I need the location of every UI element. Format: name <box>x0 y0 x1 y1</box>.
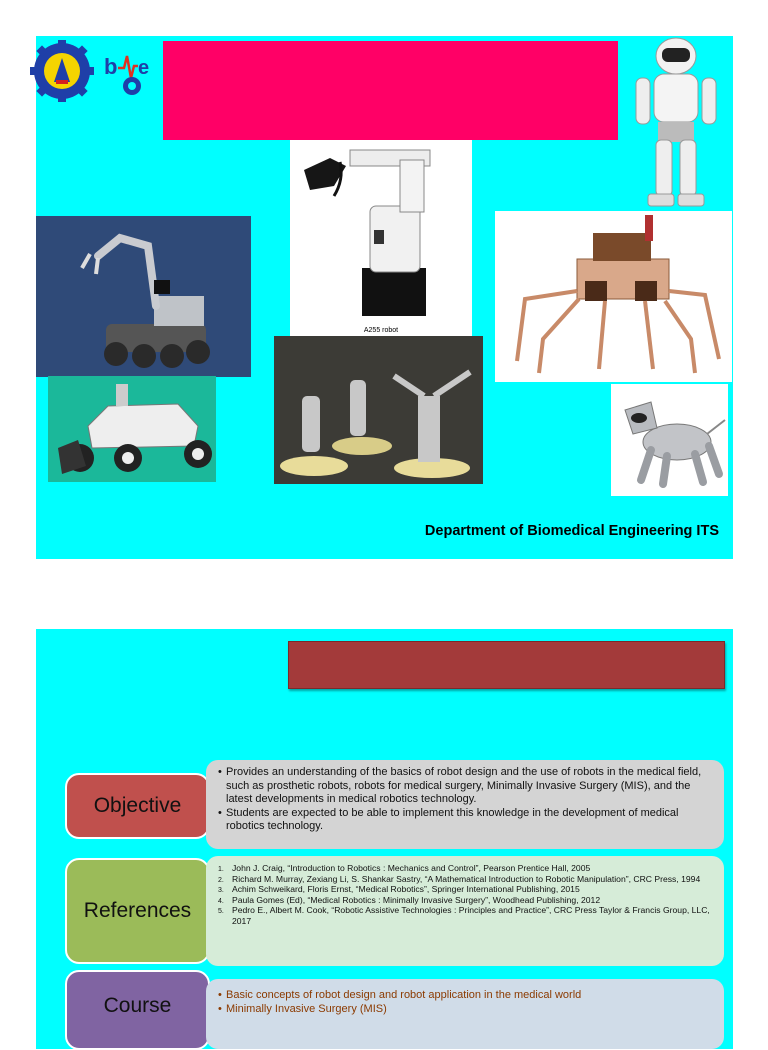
department-name: Department of Biomedical Engineering ITS <box>424 523 719 539</box>
bme-logo <box>104 46 156 98</box>
objective-item: • Provides an understanding of the basics of robot design and the use of robots in the medical field, such as prosthetic robots, robots for medical surgery, Minimally Invasive Surgery (MIS), and the latest developments in medical robotics technology. <box>218 766 714 807</box>
cover-title-bar <box>163 41 628 140</box>
course-title-bar <box>288 641 725 689</box>
reference-item: 3. Achim Schweikard, Floris Ernst, “Medical Robotics”, Springer International Publishing, 2015 <box>218 884 580 894</box>
reference-item: 4. Paula Gomes (Ed), “Medical Robotics : Minimally Invasive Surgery”, Woodhead Publishing, 2012 <box>218 894 601 905</box>
reference-item: 2. Richard M. Murray, Zexiang Li, S. Shankar Sastry, “A Mathematical Introduction to Robotic Manipulation”, CRC Press, 1994 <box>218 873 701 884</box>
objective-label: Objective <box>65 773 210 839</box>
reference-item: 1. John J. Craig, “Introduction to Robotics : Mechanics and Control”, Pearson Prentice Hall, 2005 <box>218 863 591 873</box>
its-seal-logo <box>30 40 94 102</box>
references-box <box>206 856 724 966</box>
course-item: • Basic concepts of robot design and robot application in the medical world <box>218 988 714 1002</box>
slide-course-info <box>36 629 733 1049</box>
a255-robot-arm-image <box>290 140 472 336</box>
rover-robot-image <box>48 376 216 482</box>
hexapod-robot-image <box>495 211 732 382</box>
objective-item: • Students are expected to be able to implement this knowledge in the development of medical robotics technology. <box>218 807 714 834</box>
slide-cover <box>36 36 733 559</box>
svg-text:e: e <box>138 57 150 79</box>
course-box <box>206 979 724 1049</box>
robot-dog-image <box>611 384 728 496</box>
reference-item: 5. Pedro E., Albert M. Cook, “Robotic Assistive Technologies : Principles and Practice”, CRC Press Taylor & Francis Group, LLC, 2017 <box>218 905 710 926</box>
objective-box <box>206 760 724 849</box>
mobile-manipulator-image <box>36 216 251 377</box>
references-label: References <box>65 858 210 964</box>
course-item: • Minimally Invasive Surgery (MIS) <box>218 1002 714 1016</box>
a255-robot-caption: A255 robot <box>363 327 399 334</box>
course-label: Course <box>65 970 210 1050</box>
svg-text:b: b <box>104 54 118 79</box>
humanoid-robot-image <box>618 36 733 212</box>
dancing-robots-image <box>274 336 483 484</box>
